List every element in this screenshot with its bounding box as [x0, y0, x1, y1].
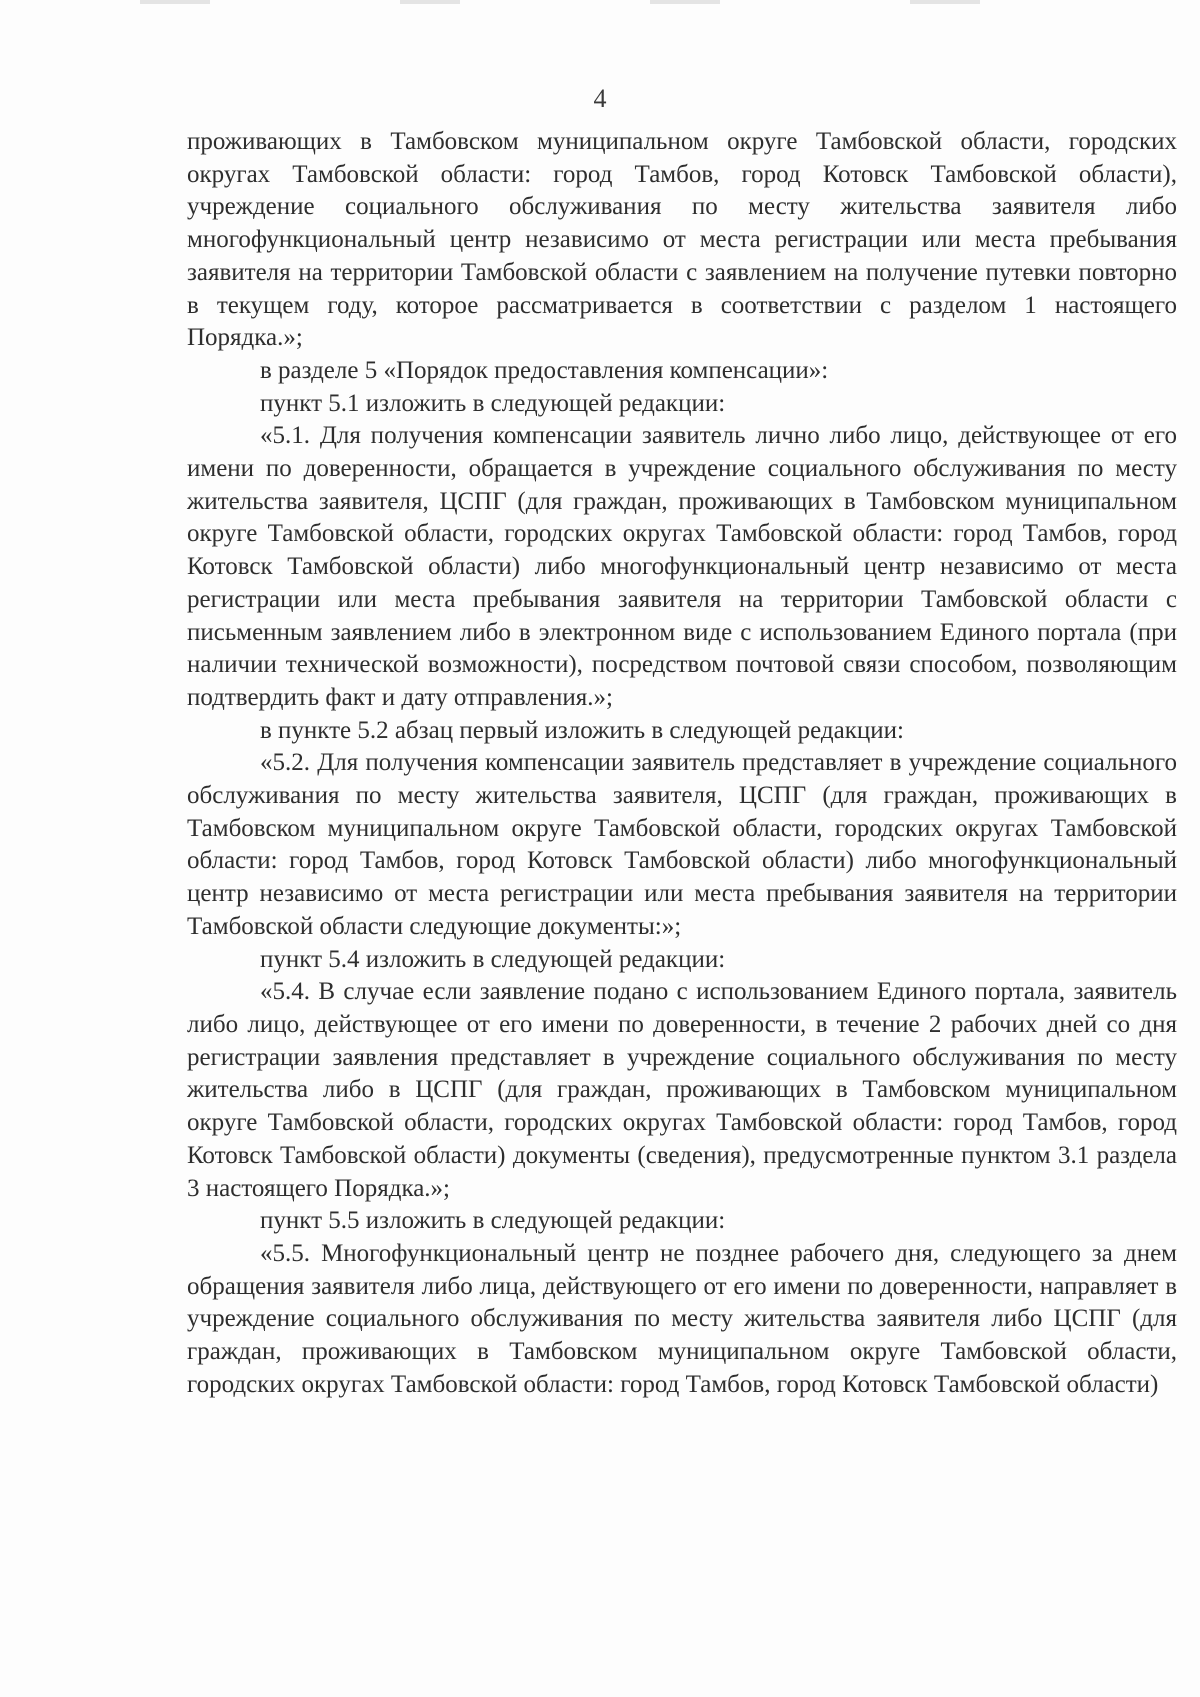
paragraph: «5.4. В случае если заявление подано с использованием Единого портала, заявитель либо лицо, действующее от его имени по доверенности, в течение 2 рабочих дней со дня регистрации заявления представляет в учреждение социального обслуживания по месту жительства либо в ЦСПГ (для граждан, проживающих в Тамбовском муниципальном округе Тамбовской области, городских округах Тамбовской области: город Тамбов, город Котовск Тамбовской области) документы (сведения), предусмотренные пунктом 3.1 раздела 3 настоящего Порядка.»; [187, 978, 1177, 1202]
scan-artifact [910, 0, 980, 4]
scan-artifact [400, 0, 460, 4]
scan-artifact [650, 0, 720, 4]
paragraph: в разделе 5 «Порядок предоставления компенсации»: [260, 356, 829, 384]
paragraph: «5.1. Для получения компенсации заявитель лично либо лицо, действующее от его имени по доверенности, обращается в учреждение социального обслуживания по месту жительства заявителя, ЦСПГ (для граждан, проживающих в Тамбовском муниципальном округе Тамбовской области, городских округах Тамбовской области: город Тамбов, город Котовск Тамбовской области) либо многофункциональный центр независимо от места регистрации или места пребывания заявителя на территории Тамбовской области с письменным заявлением либо в электронном виде с использованием Единого портала (при наличии технической возможности), посредством почтовой связи способом, позволяющим подтвердить факт и дату отправления.»; [187, 422, 1177, 711]
scan-artifact [140, 0, 210, 4]
paragraph: пункт 5.1 изложить в следующей редакции: [260, 389, 726, 417]
paragraph: «5.2. Для получения компенсации заявитель представляет в учреждение социального обслуживания по месту жительства заявителя, ЦСПГ (для граждан, проживающих в Тамбовском муниципальном округе Тамбовской области, городских округах Тамбовской области: город Тамбов, город Котовск Тамбовской области) либо многофункциональный центр независимо от места регистрации или места пребывания заявителя на территории Тамбовской области следующие документы:»; [187, 749, 1177, 940]
paragraph: пункт 5.4 изложить в следующей редакции: [260, 945, 726, 973]
paragraph: «5.5. Многофункциональный центр не позднее рабочего дня, следующего за днем обращения заявителя либо лица, действующего от его имени по доверенности, направляет в учреждение социального обслуживания по месту жительства заявителя либо ЦСПГ (для граждан, проживающих в Тамбовском муниципальном округе Тамбовской области, городских округах Тамбовской области: город Тамбов, город Котовск Тамбовской области) [187, 1239, 1177, 1398]
paragraph: в пункте 5.2 абзац первый изложить в следующей редакции: [260, 716, 904, 744]
paragraph: проживающих в Тамбовском муниципальном округе Тамбовской области, городских округах Тамбовской области: город Тамбов, город Котовск Тамбовской области), учреждение социального обслуживания по месту жительства заявителя либо многофункциональный центр независимо от места регистрации или места пребывания заявителя на территории Тамбовской области с заявлением на получение путевки повторно в текущем году, которое рассматривается в соответствии с разделом 1 настоящего Порядка.»; [187, 128, 1177, 352]
page-number: 4 [593, 84, 607, 113]
document-body [187, 126, 1177, 1401]
paragraph: пункт 5.5 изложить в следующей редакции: [260, 1207, 726, 1235]
